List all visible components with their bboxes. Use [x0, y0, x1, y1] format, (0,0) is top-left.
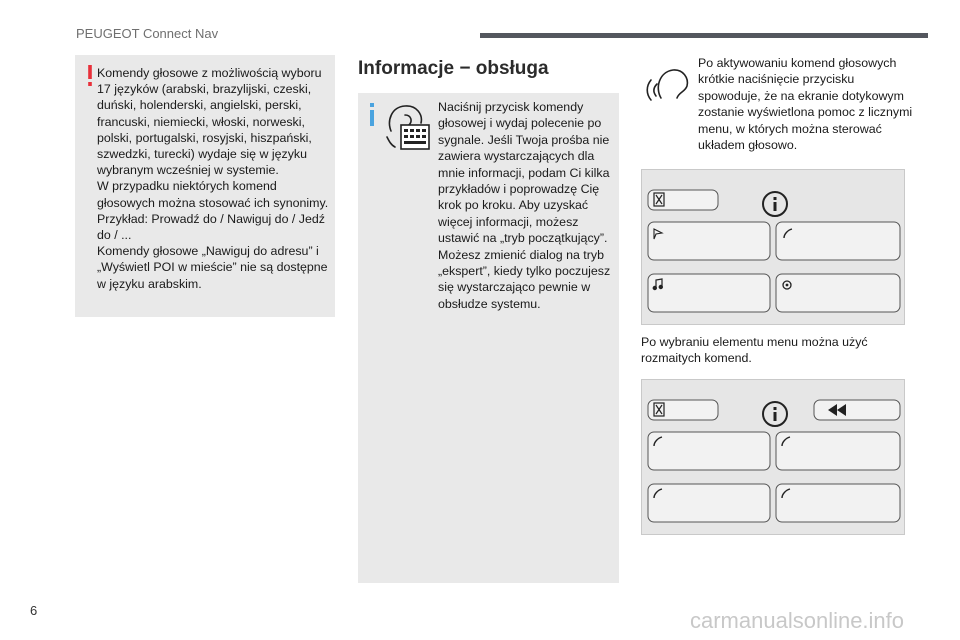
- submenu-tile-2[interactable]: [776, 432, 900, 470]
- header-title: PEUGEOT Connect Nav: [76, 26, 219, 41]
- voice-help-screen-main: [641, 169, 905, 325]
- voice-help-screen-submenu: [641, 379, 905, 535]
- screen-main-graphic: [642, 170, 906, 326]
- speaking-head-icon: [645, 58, 691, 102]
- watermark: carmanualsonline.info: [690, 608, 905, 633]
- warning-text: Komendy głosowe z możliwością wyboru 17 języków (arabski, brazylijski, czeski, duński, holenderski, angielski, perski, francuski, niemiecki, włoski, norweski, polski, portugalski, rosyjski, hiszpański, szwedzki, turecki) wydaje się w języku wybranym wcześniej w systemie. W przypadku niektórych komend głosowych można stosować ich synonimy. Przykład: Prowadź do / Nawiguj do / Jedź do / ... Komendy głosowe „Nawiguj do adresu” i „Wyświetl POI w mieście” nie są dostępne w języku arabskim.: [97, 66, 329, 291]
- submenu-tile-3[interactable]: [648, 484, 770, 522]
- screen-submenu-graphic: [642, 380, 906, 536]
- back-button[interactable]: [814, 400, 900, 420]
- info-panel: [358, 93, 619, 583]
- info-circle-icon[interactable]: [763, 402, 787, 426]
- page-number: 6: [30, 603, 38, 618]
- menu-tile-navigation[interactable]: [648, 222, 770, 260]
- right-text-menu: Po wybraniu elementu menu można użyć rozmaitych komend.: [641, 335, 868, 366]
- info-text: Naciśnij przycisk komendy głosowej i wydaj polecenie po sygnale. Jeśli Twoja prośba nie zawiera wystarczających dla mnie informacji, podam Ci kilka przykładów i poprowadzę Cię krok po kroku. Aby uzyskać więcej informacji, możesz ustawić na „tryb początkujący”. Możesz zmienić dialog na tryb „ekspert”, kiedy tylko poczujesz się wystarczająco pewnie w obsłudze systemu.: [438, 100, 611, 311]
- submenu-tile-1[interactable]: [648, 432, 770, 470]
- voice-keyboard-icon: [383, 101, 433, 153]
- menu-tile-settings[interactable]: [776, 274, 900, 312]
- header-bar: [480, 33, 928, 38]
- info-icon: [367, 103, 377, 127]
- menu-tile-music[interactable]: [648, 274, 770, 312]
- menu-tile-phone[interactable]: [776, 222, 900, 260]
- info-circle-icon[interactable]: [763, 192, 787, 216]
- exclamation-icon: [85, 65, 95, 87]
- right-text-activation: Po aktywowaniu komend głosowych krótkie naciśnięcie przycisku spowoduje, że na ekranie dotykowym zostanie wyświetlona pomoc z licznymi menu, w których można sterować układem głosowo.: [698, 56, 913, 153]
- warning-panel: [75, 55, 335, 317]
- submenu-tile-4[interactable]: [776, 484, 900, 522]
- section-title: Informacje − obsługa: [358, 58, 549, 79]
